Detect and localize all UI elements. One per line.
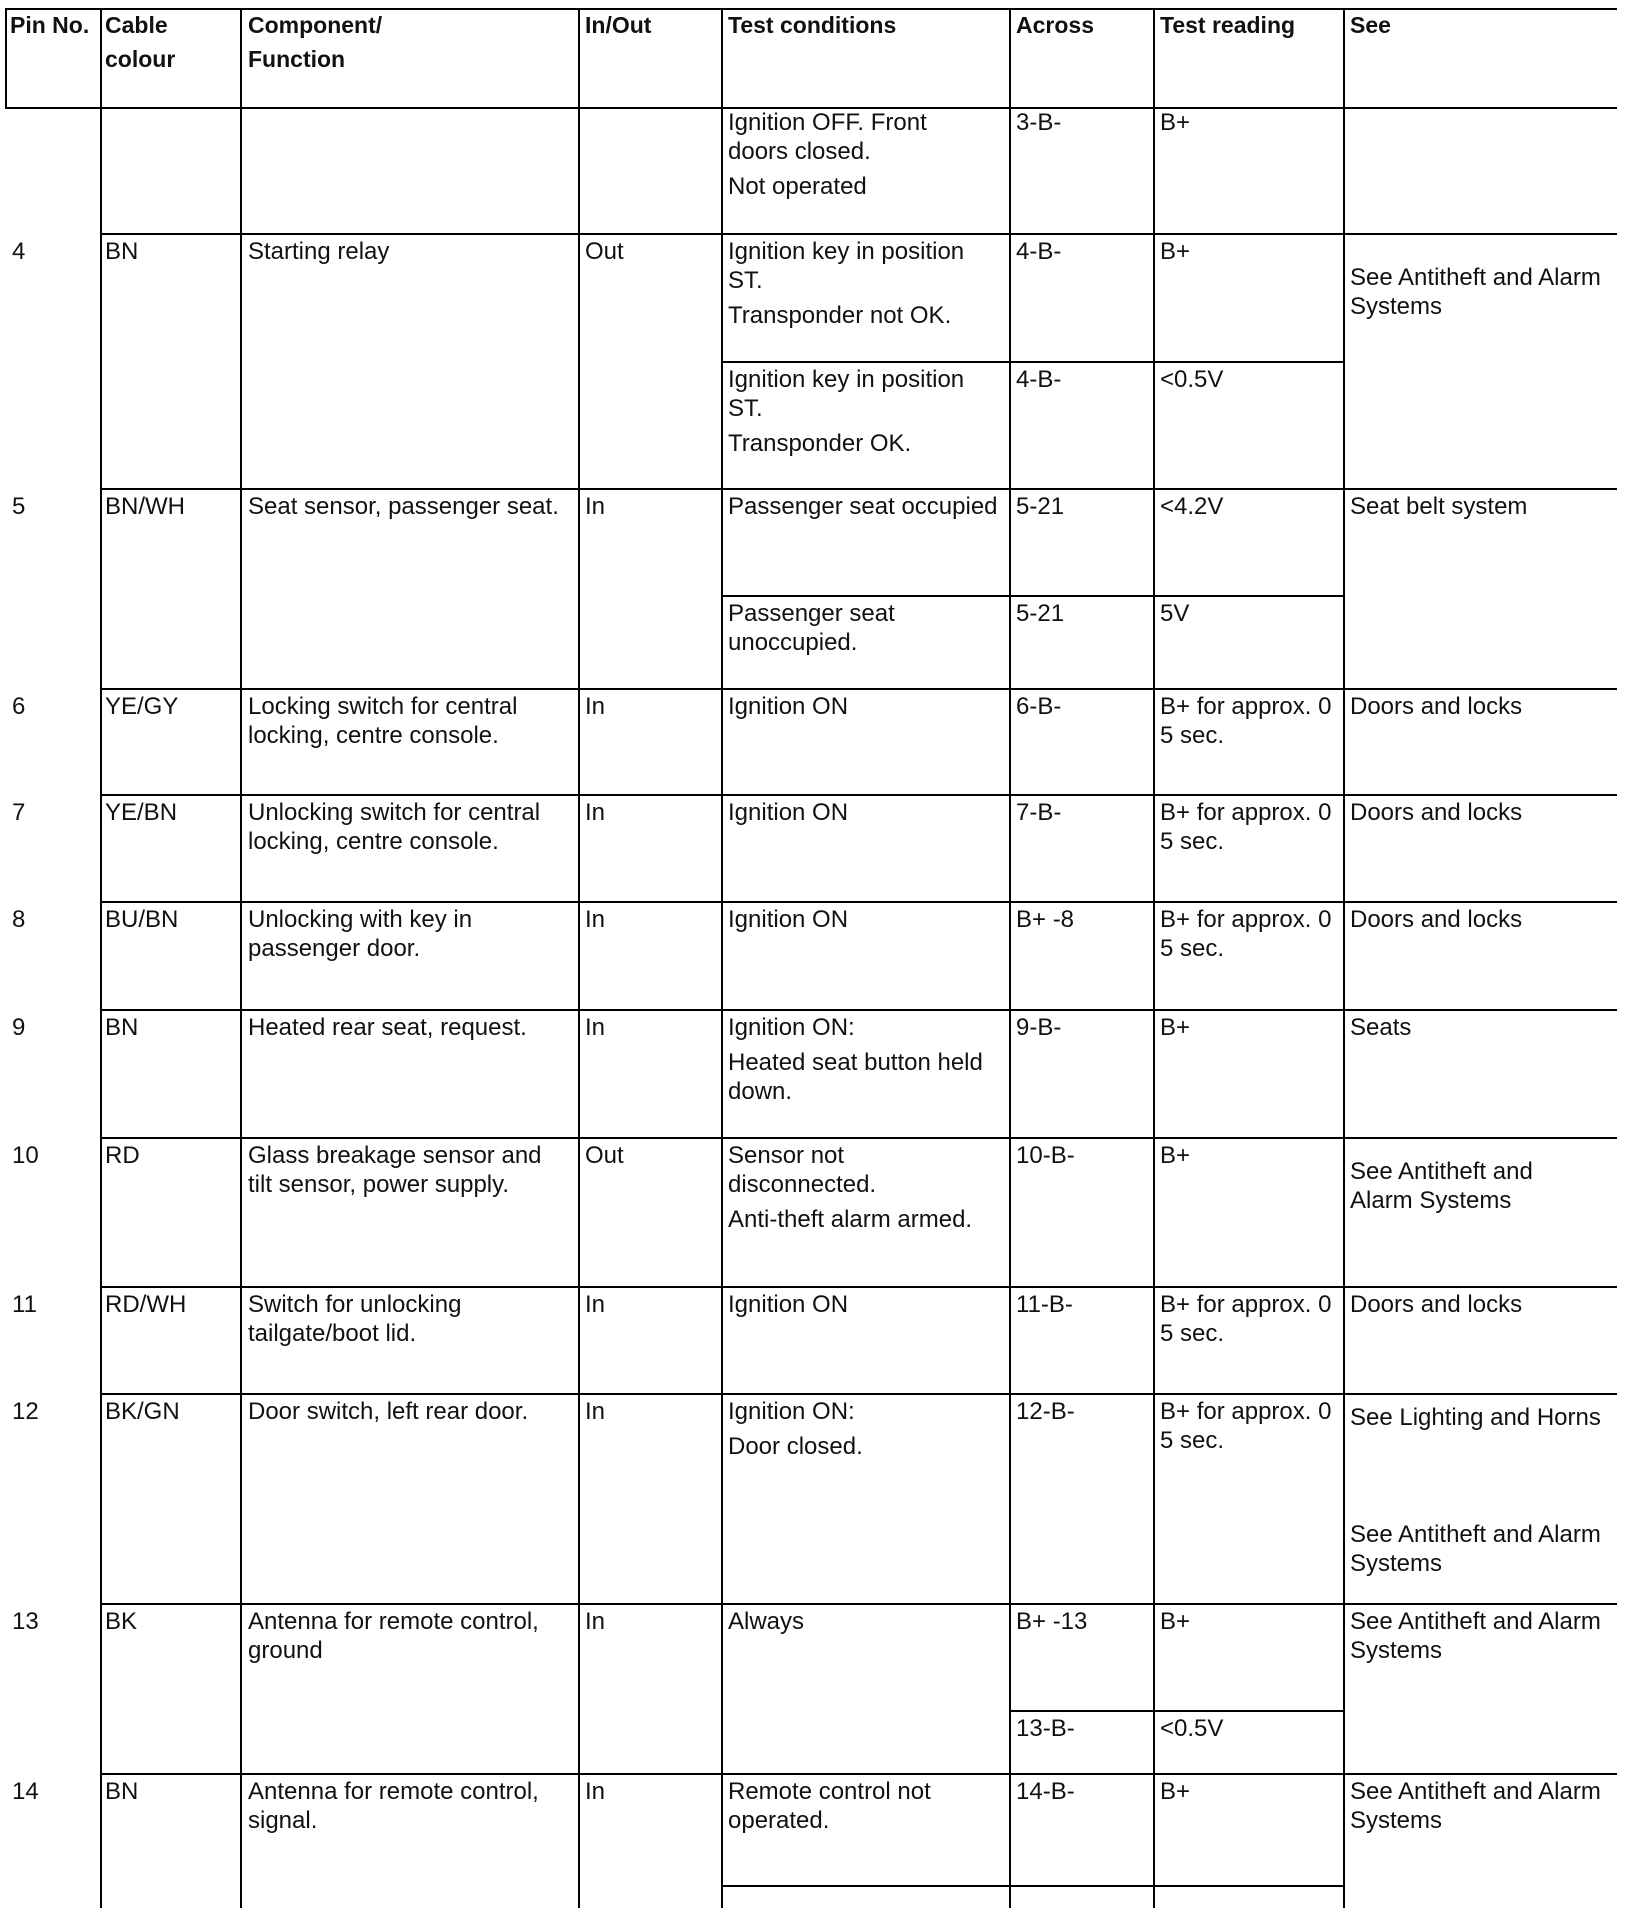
cable-colour: YE/BN [105,799,178,826]
in-out: In [585,799,606,826]
component-function: Door switch, left rear door. [248,1398,529,1425]
header-component: Component/ Function [248,12,383,72]
row-divider [100,688,1617,690]
component-function: Seat sensor, passenger seat. [248,493,559,520]
see-reference: Seat belt system [1350,493,1528,520]
pin-number: 5 [12,493,26,520]
condition-line: Door closed. [728,1433,863,1460]
see-reference: See Antitheft and Alarm Systems [1350,1608,1601,1664]
pin-number: 13 [12,1608,39,1635]
component-function: Glass breakage sensor and tilt sensor, power supply. [248,1142,542,1198]
test-reading: B+ for approx. 0 5 sec. [1160,693,1332,749]
in-out: In [585,1398,606,1425]
test-conditions [728,1607,1013,1636]
cable-colour: BN/WH [105,493,185,520]
across-value: 5-21 [1016,600,1065,627]
cable-colour: BK [105,1608,138,1635]
across-value: 14-B- [1016,1778,1075,1805]
row-divider [100,1286,1617,1288]
subrow-divider [721,595,1343,597]
see-reference: See Antitheft and Alarm Systems [1350,1778,1601,1834]
test-reading: B+ [1160,109,1191,136]
in-out: In [585,693,606,720]
pin-number: 4 [12,238,26,265]
row-divider [100,233,1617,235]
test-conditions [728,492,1013,521]
test-conditions [728,1013,1013,1106]
header-cable: Cable colour [105,12,176,72]
header-reading: Test reading [1160,12,1296,38]
in-out: In [585,1608,606,1635]
pin-number: 6 [12,693,26,720]
header-see: See [1350,12,1391,38]
condition-line: Passenger seat occupied [728,493,998,520]
test-conditions [728,1397,1013,1461]
in-out: In [585,493,606,520]
pin-number: 11 [12,1291,37,1318]
test-conditions [728,365,1013,458]
across-value: 6-B- [1016,693,1062,720]
across-value: 9-B- [1016,1014,1062,1041]
test-reading: 5V [1160,600,1190,627]
condition-line: Ignition ON [728,1291,849,1318]
table-top-border [5,8,1617,10]
condition-line: Ignition OFF. Front doors closed. [728,109,927,165]
row-divider [100,1009,1617,1011]
test-conditions [728,237,1013,330]
cable-colour: RD/WH [105,1291,187,1318]
test-conditions [728,1777,1013,1835]
header-divider [5,107,1617,109]
condition-line: Always [728,1608,805,1635]
row-divider [100,488,1617,490]
component-function: Switch for unlocking tailgate/boot lid. [248,1291,462,1347]
in-out: Out [585,1142,624,1169]
pin-number: 8 [12,906,26,933]
test-reading: B+ [1160,1014,1191,1041]
condition-line: Ignition key in position ST. [728,238,965,294]
pin-number: 12 [12,1398,39,1425]
column-divider [100,8,102,1908]
subrow-divider [721,361,1343,363]
see-reference: See Antitheft and Alarm Systems [1350,264,1601,320]
test-reading: B+ for approx. 0 5 sec. [1160,906,1332,962]
test-reading: B+ [1160,238,1191,265]
table-left-border [5,8,7,108]
test-reading: B+ [1160,1142,1191,1169]
test-reading: <0.5V [1160,366,1224,393]
condition-line: Anti-theft alarm armed. [728,1206,973,1233]
condition-line: Remote control not operated. [728,1778,931,1834]
condition-line: Passenger seat unoccupied. [728,600,895,656]
cable-colour: BK/GN [105,1398,180,1425]
see-reference: See Lighting and Horns [1350,1404,1601,1431]
condition-line: Not operated [728,173,867,200]
see-reference: Doors and locks [1350,1291,1523,1318]
header-across: Across [1016,12,1094,38]
test-reading: B+ for approx. 0 5 sec. [1160,799,1332,855]
column-divider [578,8,580,1908]
row-divider [100,1603,1617,1605]
condition-line: Ignition ON: [728,1014,855,1041]
across-value: 4-B- [1016,366,1062,393]
pin-number: 9 [12,1014,26,1041]
across-value: 7-B- [1016,799,1062,826]
in-out: In [585,906,606,933]
see-reference: Doors and locks [1350,799,1523,826]
across-value: 10-B- [1016,1142,1075,1169]
condition-line: Ignition ON: [728,1398,855,1425]
pin-number: 14 [12,1778,39,1805]
component-function: Unlocking switch for central locking, centre console. [248,799,541,855]
test-conditions [728,798,1013,827]
see-reference-2: See Antitheft and Alarm Systems [1350,1521,1601,1577]
see-reference: See Antitheft and Alarm Systems [1350,1158,1533,1214]
header-pin: Pin No. [10,12,90,38]
test-conditions [728,692,1013,721]
across-value: 11-B- [1016,1291,1073,1318]
test-conditions [728,1290,1013,1319]
component-function: Antenna for remote control, signal. [248,1778,539,1834]
across-value: 3-B- [1016,109,1062,136]
across-value: 13-B- [1016,1715,1075,1742]
test-conditions [728,108,1013,201]
across-value: 4-B- [1016,238,1062,265]
across-value: B+ -8 [1016,906,1075,933]
cable-colour: BU/BN [105,906,179,933]
pin-number: 7 [12,799,26,826]
cable-colour: RD [105,1142,140,1169]
row-divider [100,794,1617,796]
in-out: In [585,1291,606,1318]
test-conditions [728,1141,1013,1234]
pin-number: 10 [12,1142,39,1169]
test-conditions [728,905,1013,934]
component-function: Heated rear seat, request. [248,1014,527,1041]
see-reference: Seats [1350,1014,1412,1041]
component-function: Starting relay [248,238,390,265]
row-divider [100,901,1617,903]
across-value: 5-21 [1016,493,1065,520]
condition-line: Ignition ON [728,799,849,826]
condition-line: Transponder not OK. [728,302,952,329]
in-out: Out [585,238,624,265]
condition-line: Heated seat button held down. [728,1049,983,1105]
column-divider [1343,8,1345,1908]
across-value: B+ -13 [1016,1608,1088,1635]
condition-line: Transponder OK. [728,430,912,457]
see-reference: Doors and locks [1350,906,1523,933]
cable-colour: BN [105,1778,139,1805]
header-inout: In/Out [585,12,652,38]
cable-colour: BN [105,238,139,265]
test-reading: B+ for approx. 0 5 sec. [1160,1398,1332,1454]
test-reading: <4.2V [1160,493,1224,520]
test-reading: B+ [1160,1778,1191,1805]
component-function: Unlocking with key in passenger door. [248,906,473,962]
in-out: In [585,1014,606,1041]
see-reference: Doors and locks [1350,693,1523,720]
subrow-divider [1009,1710,1343,1712]
column-divider [1009,8,1011,1908]
test-conditions [728,599,1013,657]
row-divider [100,1773,1617,1775]
test-reading: <0.5V [1160,1715,1224,1742]
cable-colour: BN [105,1014,139,1041]
cable-colour: YE/GY [105,693,179,720]
subrow-divider [721,1885,1343,1887]
condition-line: Ignition ON [728,693,849,720]
row-divider [100,1393,1617,1395]
across-value: 12-B- [1016,1398,1075,1425]
column-divider [240,8,242,1908]
condition-line: Sensor not disconnected. [728,1142,877,1198]
condition-line: Ignition key in position ST. [728,366,965,422]
header-conditions: Test conditions [728,12,897,38]
column-divider [1153,8,1155,1908]
row-divider [100,1137,1617,1139]
condition-line: Ignition ON [728,906,849,933]
component-function: Locking switch for central locking, centre console. [248,693,518,749]
test-reading: B+ [1160,1608,1191,1635]
component-function: Antenna for remote control, ground [248,1608,539,1664]
in-out: In [585,1778,606,1805]
column-divider [721,8,723,1908]
test-reading: B+ for approx. 0 5 sec. [1160,1291,1332,1347]
